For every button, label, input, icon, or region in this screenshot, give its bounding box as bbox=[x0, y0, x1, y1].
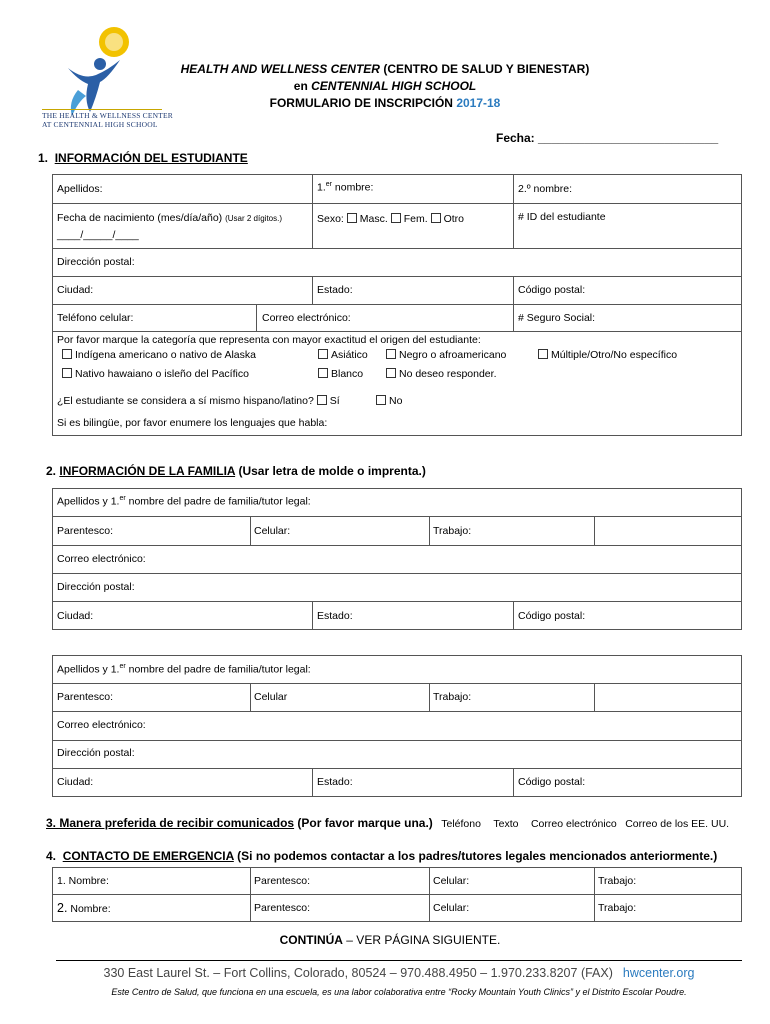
col-divider bbox=[429, 516, 430, 545]
no-label: No bbox=[389, 395, 403, 407]
estado-field[interactable]: Estado: bbox=[317, 284, 353, 296]
label-number: 2. bbox=[57, 901, 68, 915]
label-part: nombre del padre de familia/tutor legal: bbox=[125, 663, 311, 676]
no-checkbox[interactable] bbox=[376, 395, 386, 405]
col-divider bbox=[513, 601, 514, 630]
segundo-nombre-field[interactable]: 2.º nombre: bbox=[518, 183, 573, 195]
option-label: Múltiple/Otro/No específico bbox=[551, 349, 678, 361]
col-divider bbox=[594, 516, 595, 545]
guardian1-codigo-field[interactable]: Código postal: bbox=[518, 610, 586, 622]
checkbox[interactable] bbox=[538, 349, 548, 359]
emergency2-trabajo-field[interactable]: Trabajo: bbox=[598, 902, 637, 914]
multiple-option[interactable] bbox=[538, 349, 677, 361]
continue-note bbox=[0, 933, 770, 947]
guardian1-direccion-field[interactable]: Dirección postal: bbox=[57, 581, 135, 593]
col-divider bbox=[312, 768, 313, 797]
continue-rest: – VER PÁGINA SIGUIENTE. bbox=[342, 933, 501, 947]
section1-title: INFORMACIÓN DEL ESTUDIANTE bbox=[54, 151, 248, 165]
col-divider bbox=[250, 867, 251, 922]
ciudad-field[interactable]: Ciudad: bbox=[57, 284, 94, 296]
col-divider bbox=[312, 174, 313, 248]
col-divider bbox=[594, 867, 595, 922]
section1-number: 1. bbox=[38, 151, 49, 165]
apellidos-field[interactable]: Apellidos: bbox=[57, 183, 103, 195]
student-id-field[interactable]: # ID del estudiante bbox=[518, 211, 606, 223]
guardian2-codigo-field[interactable]: Código postal: bbox=[518, 776, 586, 788]
col-divider bbox=[429, 867, 430, 922]
option-texto[interactable]: Texto bbox=[493, 818, 519, 830]
footer-address bbox=[56, 966, 742, 980]
option-label: Nativo hawaiano o isleño del Pacífico bbox=[75, 368, 249, 380]
si-label: Sí bbox=[329, 395, 340, 407]
section3-title: 3. Manera preferida de recibir comunicados bbox=[46, 816, 295, 830]
section4-note: (Si no podemos contactar a los padres/tutores legales mencionados anteriormente.) bbox=[233, 849, 718, 863]
guardian1-trabajo-field[interactable]: Trabajo: bbox=[433, 525, 472, 537]
guardian1-celular-field[interactable]: Celular: bbox=[254, 525, 291, 537]
question-label: ¿El estudiante se considera a sí mismo hispano/latino? bbox=[57, 395, 314, 407]
checkbox[interactable] bbox=[62, 368, 72, 378]
address-text: 330 East Laurel St. – Fort Collins, Colorado, 80524 – 970.488.4950 – 1.970.233.8207 (FAX) bbox=[103, 966, 613, 980]
checkbox[interactable] bbox=[386, 368, 396, 378]
guardian2-direccion-field[interactable]: Dirección postal: bbox=[57, 747, 135, 759]
section4-number: 4. bbox=[46, 849, 57, 863]
logo-caption bbox=[42, 111, 173, 129]
guardian2-celular-field[interactable]: Celular bbox=[254, 691, 288, 703]
row-divider bbox=[52, 711, 742, 712]
guardian1-parentesco-field[interactable]: Parentesco: bbox=[57, 525, 114, 537]
label-part: nombre del padre de familia/tutor legal: bbox=[125, 495, 311, 508]
school-prefix: en bbox=[293, 79, 312, 93]
row-divider bbox=[52, 331, 742, 332]
label-part: Apellidos y 1. bbox=[57, 663, 120, 676]
section4-title: CONTACTO DE EMERGENCIA bbox=[62, 849, 234, 863]
row-divider bbox=[52, 740, 742, 741]
col-divider bbox=[513, 174, 514, 248]
footer-note: Este Centro de Salud, que funciona en una escuela, es una labor colaborativa entre “Rocky Mountain Youth Clinics” y el Distrito Escolar Poudre. bbox=[111, 987, 687, 997]
continue-bold: CONTINÚA bbox=[279, 933, 343, 947]
bilingue-field[interactable]: Si es bilingüe, por favor enumere los lenguajes que habla: bbox=[57, 417, 328, 429]
checkbox[interactable] bbox=[318, 368, 328, 378]
col-divider bbox=[256, 304, 257, 331]
guardian2-name-field[interactable] bbox=[57, 663, 311, 676]
row-divider bbox=[52, 203, 742, 204]
option-telefono[interactable]: Teléfono bbox=[441, 818, 481, 830]
otro-checkbox[interactable] bbox=[431, 213, 441, 223]
section2-title: INFORMACIÓN DE LA FAMILIA bbox=[59, 464, 236, 478]
guardian1-ciudad-field[interactable]: Ciudad: bbox=[57, 610, 94, 622]
otro-label: Otro bbox=[443, 213, 464, 225]
no-option[interactable] bbox=[376, 395, 402, 407]
row-divider bbox=[52, 683, 742, 684]
col-divider bbox=[250, 683, 251, 711]
option-label: Negro o afroamericano bbox=[399, 349, 507, 361]
checkbox[interactable] bbox=[318, 349, 328, 359]
primer-nombre-field[interactable] bbox=[317, 181, 373, 194]
form-title bbox=[170, 96, 600, 110]
label-part: Apellidos y 1. bbox=[57, 495, 120, 508]
col-divider bbox=[250, 516, 251, 545]
asiatico-option[interactable] bbox=[318, 349, 368, 361]
hawaiano-option[interactable] bbox=[62, 368, 249, 380]
checkbox[interactable] bbox=[62, 349, 72, 359]
no-deseo-option[interactable] bbox=[386, 368, 496, 380]
title-rest: (CENTRO DE SALUD Y BIENESTAR) bbox=[379, 62, 590, 76]
row-divider bbox=[52, 573, 742, 574]
col-divider bbox=[513, 276, 514, 304]
fecha-field[interactable]: Fecha: ___________________________ bbox=[496, 131, 719, 145]
col-divider bbox=[312, 601, 313, 630]
section4-heading bbox=[46, 849, 717, 863]
family-table-2 bbox=[52, 655, 742, 797]
emergency1-nombre-field[interactable]: 1. Nombre: bbox=[57, 875, 109, 887]
hispano-question bbox=[57, 395, 340, 407]
title-italic: HEALTH AND WELLNESS CENTER bbox=[180, 62, 380, 76]
label-part: nombre: bbox=[332, 181, 374, 194]
emergency1-parentesco-field[interactable]: Parentesco: bbox=[254, 875, 311, 887]
fem-label: Fem. bbox=[403, 213, 428, 225]
correo-field[interactable]: Correo electrónico: bbox=[262, 312, 351, 324]
guardian2-trabajo-field[interactable]: Trabajo: bbox=[433, 691, 472, 703]
form-year: 2017-18 bbox=[456, 96, 501, 110]
guardian1-name-field[interactable] bbox=[57, 495, 311, 508]
si-checkbox[interactable] bbox=[317, 395, 327, 405]
label-part: Nombre: bbox=[67, 903, 111, 915]
ordinal-sup: er bbox=[119, 663, 126, 670]
section2-note: (Usar letra de molde o imprenta.) bbox=[235, 464, 426, 478]
logo-caption-line2: AT CENTENNIAL HIGH SCHOOL bbox=[42, 120, 158, 129]
ordinal-sup: er bbox=[325, 181, 332, 188]
section2-heading bbox=[46, 464, 426, 478]
guardian2-estado-field[interactable]: Estado: bbox=[317, 776, 353, 788]
emergency2-celular-field[interactable]: Celular: bbox=[433, 902, 470, 914]
guardian2-correo-field[interactable]: Correo electrónico: bbox=[57, 719, 146, 731]
logo-divider bbox=[42, 109, 162, 110]
emergency2-parentesco-field[interactable]: Parentesco: bbox=[254, 902, 311, 914]
row-divider bbox=[52, 276, 742, 277]
guardian2-parentesco-field[interactable]: Parentesco: bbox=[57, 691, 114, 703]
row-divider bbox=[52, 768, 742, 769]
header-school bbox=[170, 79, 600, 93]
section2-number: 2. bbox=[46, 464, 57, 478]
seguro-social-field[interactable]: # Seguro Social: bbox=[518, 312, 596, 324]
emergency2-nombre-field[interactable] bbox=[57, 901, 111, 915]
masc-checkbox[interactable] bbox=[347, 213, 357, 223]
row-divider bbox=[52, 516, 742, 517]
row-divider bbox=[52, 601, 742, 602]
codigo-postal-field[interactable]: Código postal: bbox=[518, 284, 586, 296]
fecha-nacimiento-field[interactable] bbox=[57, 212, 282, 224]
col-divider bbox=[312, 276, 313, 304]
family-table-1 bbox=[52, 488, 742, 630]
col-divider bbox=[429, 683, 430, 711]
sexo-label: Sexo: bbox=[317, 213, 344, 225]
section3-row bbox=[46, 814, 729, 832]
label-part: Fecha de nacimiento (mes/día/año) bbox=[57, 212, 223, 224]
website-link[interactable]: hwcenter.org bbox=[622, 966, 695, 980]
option-correo[interactable]: Correo electrónico bbox=[530, 818, 617, 830]
header-title bbox=[170, 62, 600, 76]
negro-option[interactable] bbox=[386, 349, 506, 361]
fecha-blank: ____/_____/____ bbox=[57, 229, 139, 241]
section3-note: (Por favor marque una.) bbox=[294, 816, 433, 830]
categoria-intro: Por favor marque la categoría que representa con mayor exactitud el origen del estudiante: bbox=[57, 334, 481, 346]
label-note: (Usar 2 dígitos.) bbox=[225, 214, 282, 223]
col-divider bbox=[594, 683, 595, 711]
row-divider bbox=[52, 248, 742, 249]
row-divider bbox=[52, 894, 742, 895]
option-correo-eeuu[interactable]: Correo de los EE. UU. bbox=[625, 818, 730, 830]
section1-heading bbox=[38, 151, 248, 165]
row-divider bbox=[52, 304, 742, 305]
form-title-text: FORMULARIO DE INSCRIPCIÓN bbox=[269, 96, 457, 110]
sexo-group bbox=[317, 213, 464, 225]
guardian2-ciudad-field[interactable]: Ciudad: bbox=[57, 776, 94, 788]
emergency1-celular-field[interactable]: Celular: bbox=[433, 875, 470, 887]
ordinal-sup: er bbox=[119, 495, 126, 502]
option-label: Indígena americano o nativo de Alaska bbox=[75, 349, 256, 361]
option-label: No deseo responder. bbox=[399, 368, 497, 380]
option-label: Blanco bbox=[331, 368, 364, 380]
col-divider bbox=[513, 768, 514, 797]
logo-caption-line1: THE HEALTH & WELLNESS CENTER bbox=[42, 111, 174, 120]
direccion-field[interactable]: Dirección postal: bbox=[57, 256, 135, 268]
footer-divider bbox=[56, 960, 742, 961]
masc-label: Masc. bbox=[359, 213, 388, 225]
row-divider bbox=[52, 545, 742, 546]
telefono-field[interactable]: Teléfono celular: bbox=[57, 312, 134, 324]
fem-checkbox[interactable] bbox=[391, 213, 401, 223]
col-divider bbox=[513, 304, 514, 331]
checkbox[interactable] bbox=[386, 349, 396, 359]
indigena-option[interactable] bbox=[62, 349, 256, 361]
label-part: 1. bbox=[317, 181, 326, 194]
option-label: Asiático bbox=[331, 349, 368, 361]
blanco-option[interactable] bbox=[318, 368, 363, 380]
guardian1-estado-field[interactable]: Estado: bbox=[317, 610, 353, 622]
school-name: CENTENNIAL HIGH SCHOOL bbox=[311, 79, 477, 93]
emergency1-trabajo-field[interactable]: Trabajo: bbox=[598, 875, 637, 887]
guardian1-correo-field[interactable]: Correo electrónico: bbox=[57, 553, 146, 565]
